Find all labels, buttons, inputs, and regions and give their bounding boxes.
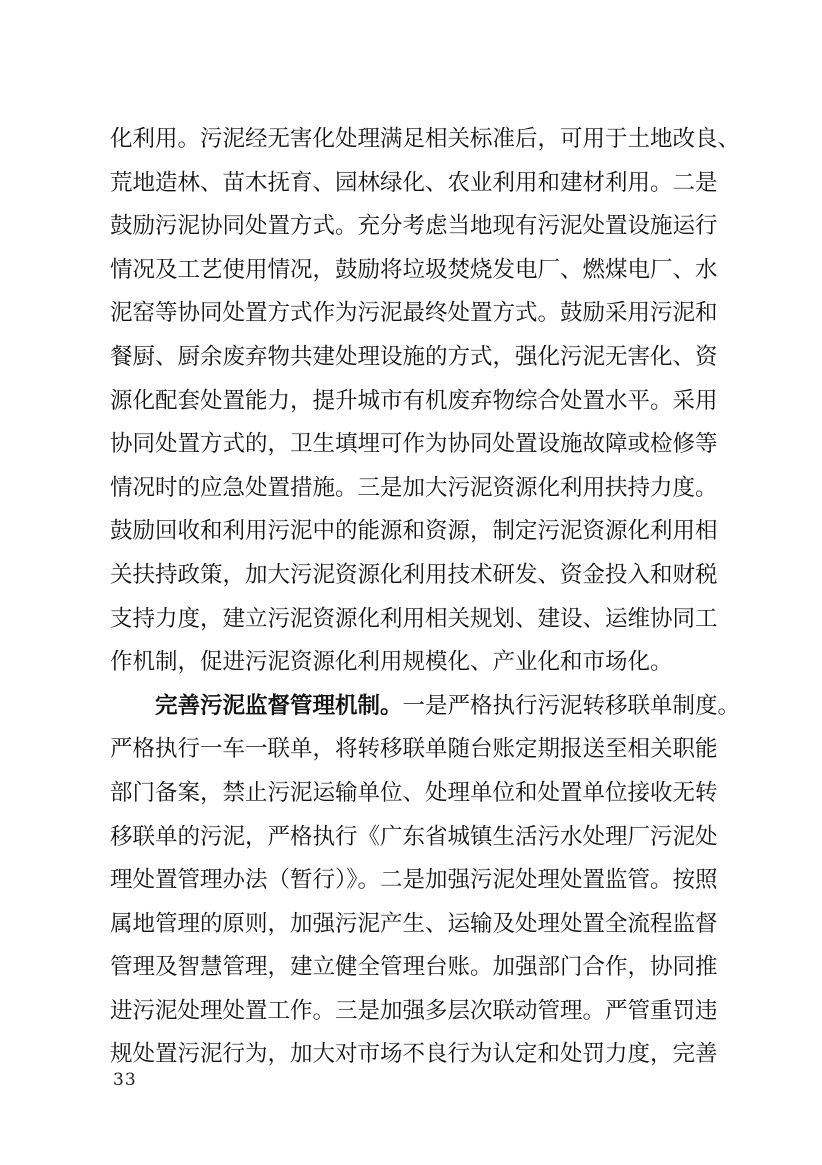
text-line: 荒地造林、苗木抚育、园林绿化、农业利用和建材利用。二是 — [110, 169, 718, 196]
text-line: 情况及工艺使用情况，鼓励将垃圾焚烧发电厂、燃煤电厂、水 — [110, 256, 718, 283]
text-line: 关扶持政策，加大污泥资源化利用技术研发、资金投入和财税 — [110, 561, 718, 588]
text-line: 作机制，促进污泥资源化利用规模化、产业化和市场化。 — [110, 649, 673, 676]
text-line: 理处置管理办法（暂行）》。二是加强污泥处理处置监管。按照 — [110, 867, 718, 894]
text-line: 鼓励回收和利用污泥中的能源和资源，制定污泥资源化利用相 — [110, 518, 718, 545]
body-text — [110, 118, 741, 1077]
text-line: 严格执行一车一联单，将转移联单随台账定期报送至相关职能 — [110, 736, 718, 763]
text-line: 部门备案，禁止污泥运输单位、处理单位和处置单位接收无转 — [110, 779, 718, 806]
text-line: 管理及智慧管理，建立健全管理台账。加强部门合作，协同推 — [110, 954, 718, 981]
text-line: 餐厨、厨余废弃物共建处理设施的方式，强化污泥无害化、资 — [110, 343, 718, 370]
text-line: 进污泥处理处置工作。三是加强多层次联动管理。严管重罚违 — [110, 997, 718, 1024]
text-line: 泥窑等协同处置方式作为污泥最终处置方式。鼓励采用污泥和 — [110, 300, 718, 327]
text-line: 情况时的应急处置措施。三是加大污泥资源化利用扶持力度。 — [110, 474, 718, 501]
text-line: 源化配套处置能力，提升城市有机废弃物综合处置水平。采用 — [110, 387, 718, 414]
section-first-line — [110, 685, 741, 729]
section-first-line-text: 一是严格执行污泥转移联单制度。 — [402, 692, 741, 719]
text-line: 鼓励污泥协同处置方式。充分考虑当地现有污泥处置设施运行 — [110, 213, 718, 240]
text-line: 属地管理的原则，加强污泥产生、运输及处理处置全流程监督 — [110, 910, 718, 937]
text-line: 化利用。污泥经无害化处理满足相关标准后，可用于土地改良、 — [110, 126, 741, 152]
text-line: 支持力度，建立污泥资源化利用相关规划、建设、运维协同工 — [110, 605, 718, 632]
section-heading: 完善污泥监督管理机制。 — [155, 692, 403, 719]
text-line: 规处置污泥行为，加大对市场不良行为认定和处罚力度，完善 — [110, 1041, 718, 1068]
text-line: 移联单的污泥，严格执行《广东省城镇生活污水处理厂污泥处 — [110, 823, 718, 850]
page-number: 33 — [113, 1070, 137, 1090]
text-line: 协同处置方式的，卫生填埋可作为协同处置设施故障或检修等 — [110, 431, 718, 458]
